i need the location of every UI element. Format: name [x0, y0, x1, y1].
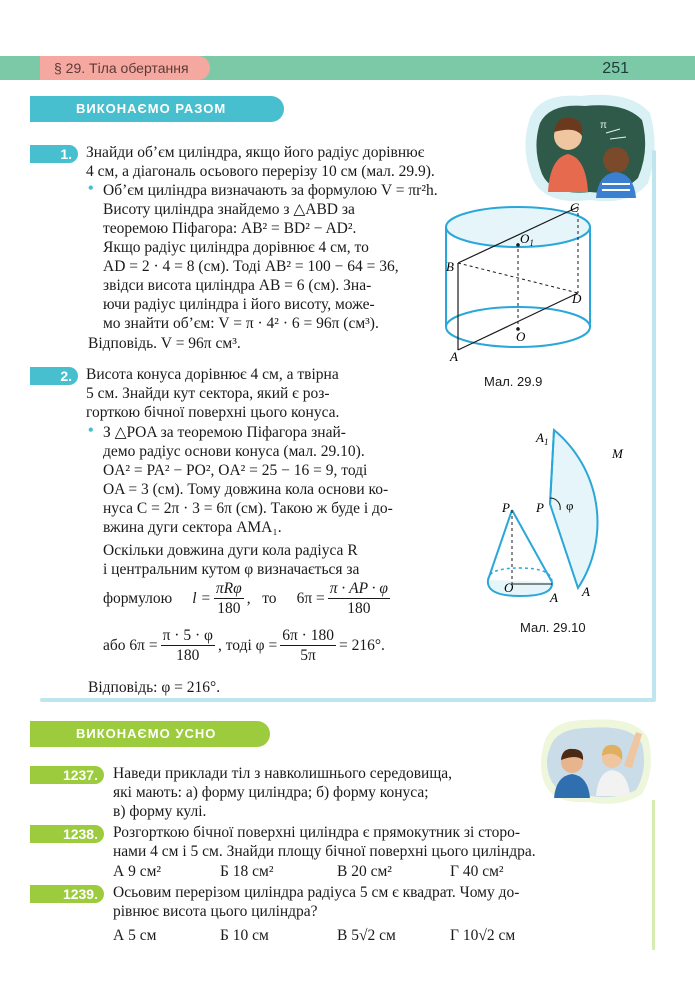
svg-text:A1: $A_1$	[536, 430, 549, 447]
answer-option: А 9 см²	[113, 863, 162, 880]
label-A: A	[582, 584, 590, 599]
exercise-text-line: Розгорткою бічної поверхні циліндра є прямокутник зі сторо-	[113, 824, 521, 841]
banner-do-orally: ВИКОНАЄМО УСНО	[30, 721, 270, 747]
solution-line: Якщо радіус циліндра дорівнює 4 см, то	[103, 239, 369, 256]
answer-line: Відповідь. V = 96π см³.	[88, 335, 241, 352]
task-text-line: горткою бічної поверхні цього конуса.	[86, 404, 340, 421]
solution-line: нуса C = 2π · 3 = 6π (см). Такою ж буде і до-	[103, 500, 393, 517]
bullet-icon: •	[88, 180, 94, 197]
answer-option: В 5√2 см	[337, 927, 396, 944]
page-number: 251	[602, 60, 629, 77]
label-O: O	[504, 580, 514, 595]
solution-line: Об’єм циліндра визначають за формулою V = πr²h.	[103, 182, 438, 199]
fraction: $\frac{\text{πRφ}}{180}$	[215, 580, 242, 617]
fraction: $\frac{\pi \cdot AP \cdot \varphi}{180}$	[329, 580, 389, 617]
figure-caption: Мал. 29.10	[520, 620, 586, 635]
exercise-number: 1238.	[30, 825, 104, 843]
solution-line: і центральним кутом φ визначається за	[103, 561, 360, 578]
exercise-number: 1239.	[30, 885, 104, 903]
formula-text: або 6π =	[103, 636, 158, 654]
frame-bottom-line	[40, 698, 656, 702]
task-text-line: 4 см, а діагональ осьового перерізу 10 см (мал. 29.9).	[86, 163, 435, 180]
fraction: $\frac{6\pi \cdot 180}{5\pi}$	[282, 627, 334, 664]
solution-line: звідси висота циліндра AB = 6 (см). Зна-	[103, 277, 372, 294]
solution-line: З △POA за теоремою Піфагора знай-	[103, 424, 346, 441]
task-number: 2.	[30, 367, 78, 385]
students-at-blackboard-photo	[520, 88, 660, 208]
formula-text: l =	[192, 589, 211, 607]
formula-text: 6π =	[296, 589, 325, 607]
solution-line: Оскільки довжина дуги кола радіуса R	[103, 542, 358, 559]
solution-line: мо знайти об’єм: V = π · 4² · 6 = 96π (см³).	[103, 315, 379, 332]
exercise-text-line: Осьовим перерізом циліндра радіуса 5 см є квадрат. Чому до-	[113, 884, 520, 901]
bullet-icon: •	[88, 422, 94, 439]
label-P: P	[502, 500, 510, 515]
answer-option: В 20 см²	[337, 863, 392, 880]
solution-line: Висоту циліндра знайдемо з △ABD за	[103, 201, 355, 218]
solution-line: OA² = PA² − PO², OA² = 25 − 16 = 9, тоді	[103, 462, 368, 479]
task-text-line: Висота конуса дорівнює 4 см, а твірна	[86, 366, 339, 383]
fraction: $\frac{\pi \cdot 5 \cdot \varphi}{180}$	[162, 627, 213, 664]
answer-option: А 5 см	[113, 927, 157, 944]
exercise-text-line: рівнює висота цього циліндра?	[113, 903, 318, 920]
cone-and-sector-figure	[478, 420, 650, 610]
solution-line: OA = 3 (см). Тому довжина кола основи ко-	[103, 481, 389, 498]
students-raising-hands-photo	[536, 714, 654, 806]
label-D: D	[572, 291, 582, 306]
task-text-line: Знайди об’єм циліндра, якщо його радіус дорівнює	[86, 144, 425, 161]
solution-line: ючи радіус циліндра і його висоту, може-	[103, 296, 375, 313]
label-M: M	[612, 446, 623, 461]
label-B: B	[446, 259, 454, 274]
task-text-line: 5 см. Знайди кут сектора, який є роз-	[86, 385, 330, 402]
label-A: A	[550, 590, 558, 605]
solution-line: демо радіус основи конуса (мал. 29.10).	[103, 443, 365, 460]
solution-line: теоремою Піфагора: AB² = BD² − AD².	[103, 220, 357, 237]
answer-option: Б 10 см	[220, 927, 269, 944]
frame-right-line	[652, 150, 656, 700]
formula-text: формулою	[103, 589, 173, 607]
svg-text:O1: $O_1$	[520, 231, 534, 248]
svg-text:π: π	[600, 120, 607, 131]
exercise-number: 1237.	[30, 766, 104, 784]
formula-text: , тоді φ =	[217, 636, 278, 654]
exercise-text-line: нами 4 см і 5 см. Знайди площу бічної поверхні цього циліндра.	[113, 843, 536, 860]
label-phi: φ	[566, 498, 574, 513]
solution-line: AD = 2 · 4 = 8 (см). Тоді AB² = 100 − 64 = 36,	[103, 258, 399, 275]
banner-do-together: ВИКОНАЄМО РАЗОМ	[30, 96, 284, 122]
task-number: 1.	[30, 145, 78, 163]
formula-text: , то	[246, 589, 277, 607]
exercise-text-line: Наведи приклади тіл з навколишнього середовища,	[113, 765, 453, 782]
exercise-text-line: які мають: а) форму циліндра; б) форму конуса;	[113, 784, 429, 801]
label-O: O	[516, 329, 526, 344]
answer-line: Відповідь: φ = 216°.	[88, 679, 221, 696]
figure-caption: Мал. 29.9	[484, 374, 543, 389]
label-P: P	[536, 500, 544, 515]
answer-option: Б 18 см²	[220, 863, 274, 880]
formula-line	[103, 579, 393, 618]
answer-option: Г 10√2 см	[450, 927, 516, 944]
label-A: A	[450, 349, 458, 364]
formula-line	[103, 626, 385, 665]
solution-line: вжина дуги сектора AMA₁.	[103, 519, 282, 536]
frame-right-line	[652, 800, 655, 950]
cylinder-figure	[440, 195, 600, 365]
section-title: § 29. Тіла обертання	[40, 56, 210, 80]
exercise-text-line: в) форму кулі.	[113, 803, 207, 820]
answer-option: Г 40 см²	[450, 863, 504, 880]
formula-text: = 216°.	[338, 636, 385, 654]
label-C: C	[570, 200, 579, 215]
